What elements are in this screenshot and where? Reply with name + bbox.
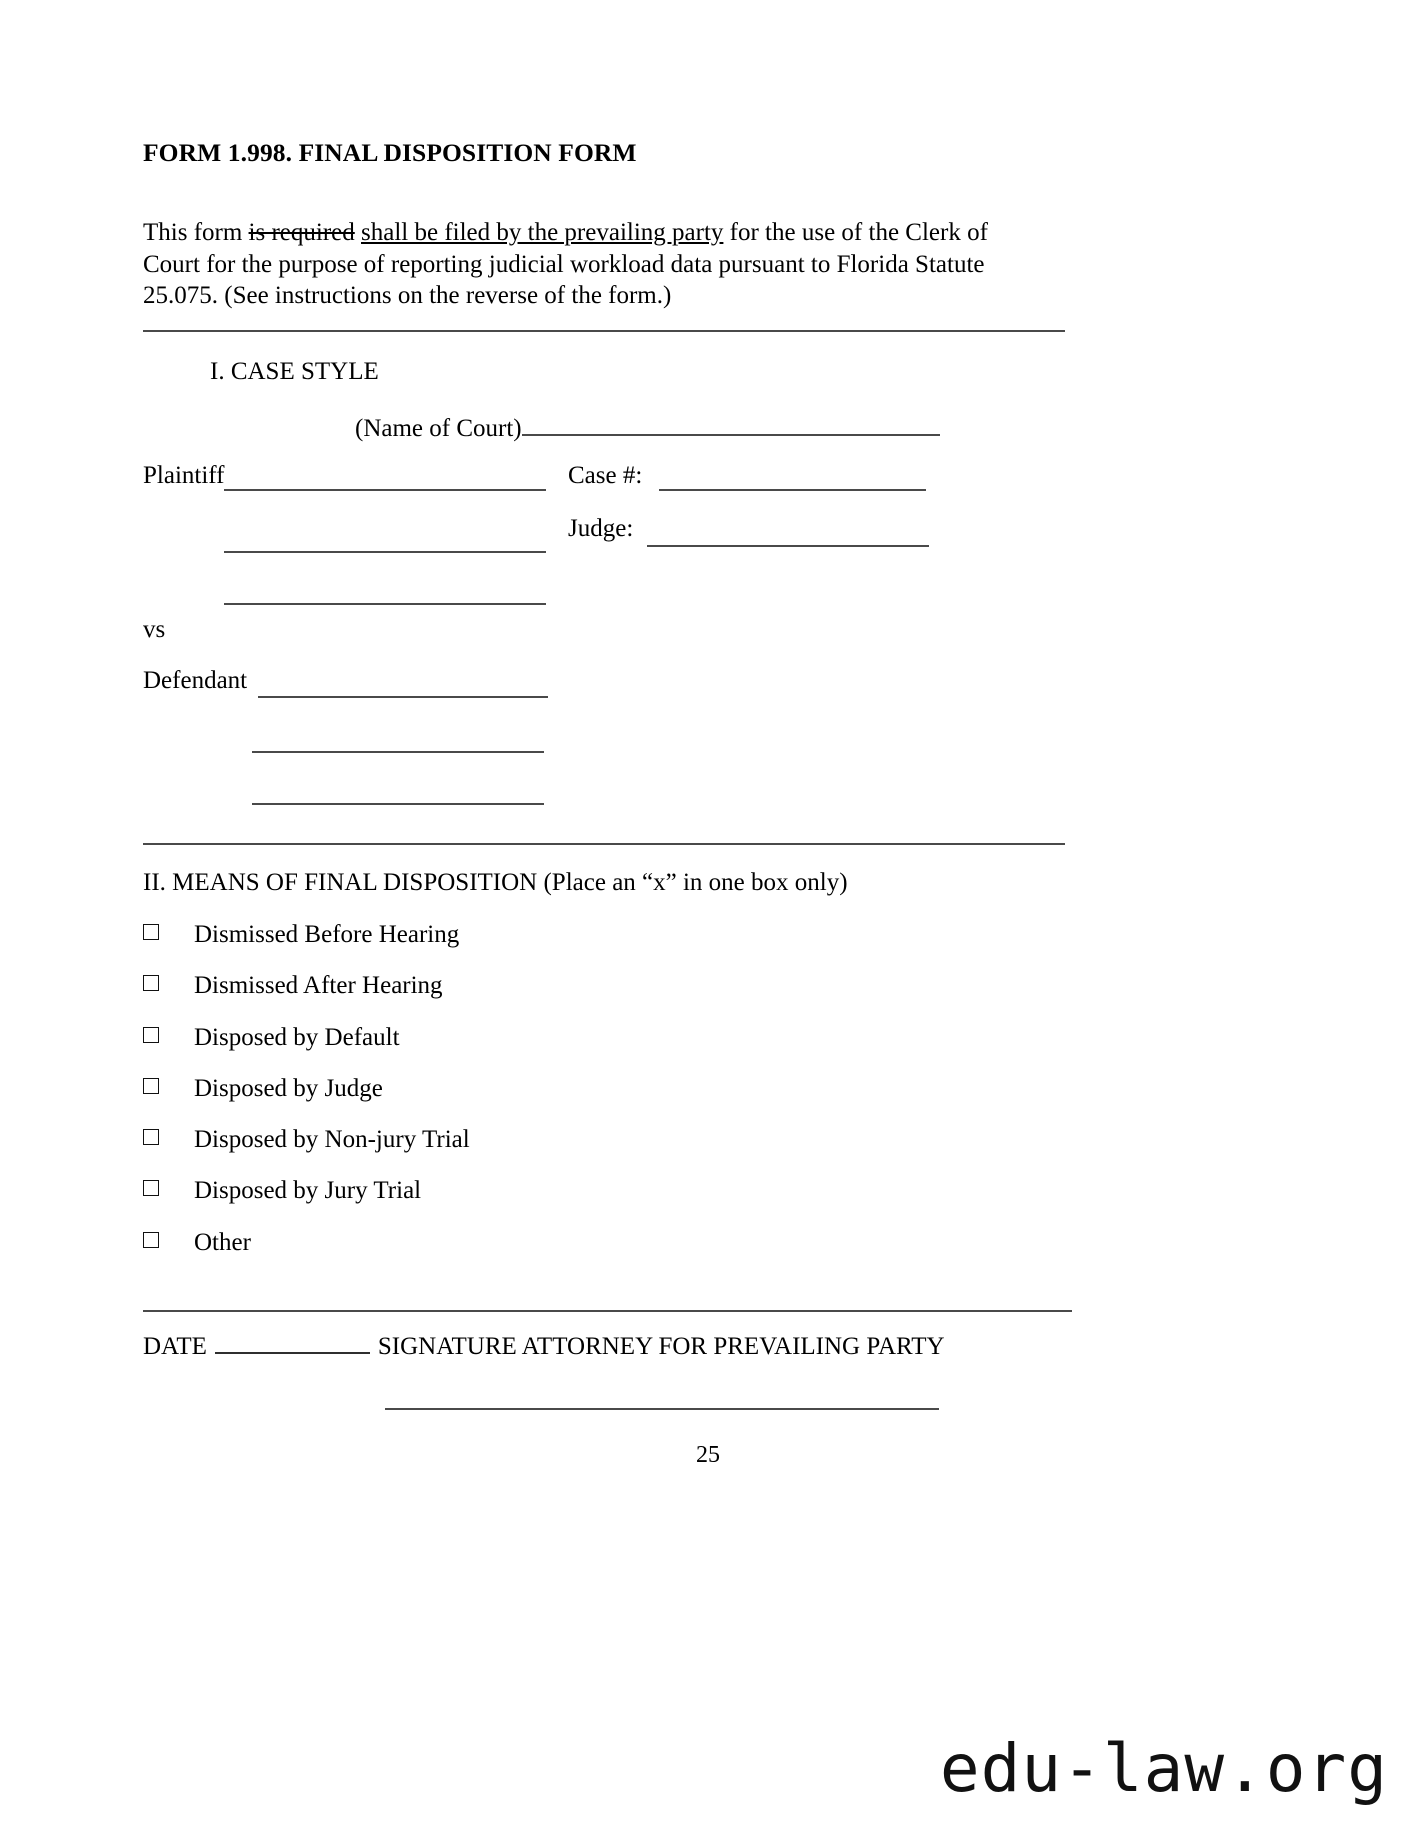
intro-text-part-1: This form [143, 219, 249, 246]
court-name-input-line[interactable] [522, 412, 940, 436]
checkbox-icon[interactable] [143, 975, 159, 991]
list-item[interactable] [143, 1177, 843, 1228]
section-two-heading: II. MEANS OF FINAL DISPOSITION (Place an “x” in one box only) [143, 869, 848, 896]
checkbox-icon[interactable] [143, 1129, 159, 1145]
list-item[interactable] [143, 1075, 843, 1126]
intro-struck-text: is required [248, 219, 355, 246]
list-item-label: Other [194, 1228, 251, 1256]
case-number-label: Case #: [568, 462, 643, 489]
defendant-input-line-3[interactable] [252, 803, 544, 805]
case-number-input-line[interactable] [659, 489, 926, 491]
section-one-heading: I. CASE STYLE [210, 358, 379, 385]
checkbox-icon[interactable] [143, 924, 159, 940]
plaintiff-input-line-1[interactable] [224, 489, 546, 491]
page-number: 25 [696, 1442, 720, 1468]
list-item-label: Disposed by Non-jury Trial [194, 1126, 470, 1154]
defendant-label: Defendant [143, 667, 248, 694]
section-divider-top [143, 330, 1065, 332]
list-item[interactable] [143, 921, 843, 972]
judge-label: Judge: [568, 515, 634, 542]
page-title: FORM 1.998. FINAL DISPOSITION FORM [143, 138, 637, 167]
checkbox-icon[interactable] [143, 1027, 159, 1043]
judge-input-line[interactable] [647, 545, 929, 547]
versus-label: vs [143, 616, 166, 643]
plaintiff-label: Plaintiff [143, 462, 225, 489]
checkbox-icon[interactable] [143, 1232, 159, 1248]
intro-underlined-text: shall be filed by the prevailing party [361, 219, 724, 246]
intro-paragraph [143, 217, 1048, 312]
signature-input-line[interactable] [385, 1408, 939, 1410]
list-item[interactable] [143, 972, 843, 1023]
checkbox-icon[interactable] [143, 1078, 159, 1094]
court-name-row [355, 412, 940, 443]
defendant-input-line-2[interactable] [252, 751, 544, 753]
section-divider-middle [143, 843, 1065, 845]
court-name-label: (Name of Court) [355, 415, 522, 442]
watermark: edu-law.org [939, 1730, 1388, 1807]
list-item[interactable] [143, 1229, 843, 1280]
date-input-line[interactable] [215, 1330, 370, 1354]
signature-row [143, 1330, 945, 1361]
plaintiff-input-line-3[interactable] [224, 603, 546, 605]
signature-attorney-label: SIGNATURE ATTORNEY FOR PREVAILING PARTY [377, 1333, 945, 1360]
list-item-label: Disposed by Jury Trial [194, 1177, 422, 1205]
section-divider-bottom [143, 1310, 1072, 1312]
checkbox-icon[interactable] [143, 1180, 159, 1196]
defendant-input-line-1[interactable] [258, 696, 548, 698]
disposition-options-list [143, 921, 843, 1280]
plaintiff-input-line-2[interactable] [224, 551, 546, 553]
list-item[interactable] [143, 1126, 843, 1177]
list-item-label: Dismissed After Hearing [194, 972, 443, 1000]
list-item-label: Disposed by Judge [194, 1074, 383, 1102]
intro-text-part-2: for the use of the Clerk of Court for the purpose of reporting judicial workload data pursuant to Florida Statute 25.075. (See instructions on the reverse of the form.) [143, 219, 988, 309]
date-label: DATE [143, 1333, 207, 1360]
list-item[interactable] [143, 1024, 843, 1075]
list-item-label: Dismissed Before Hearing [194, 921, 460, 948]
list-item-label: Disposed by Default [194, 1023, 400, 1051]
